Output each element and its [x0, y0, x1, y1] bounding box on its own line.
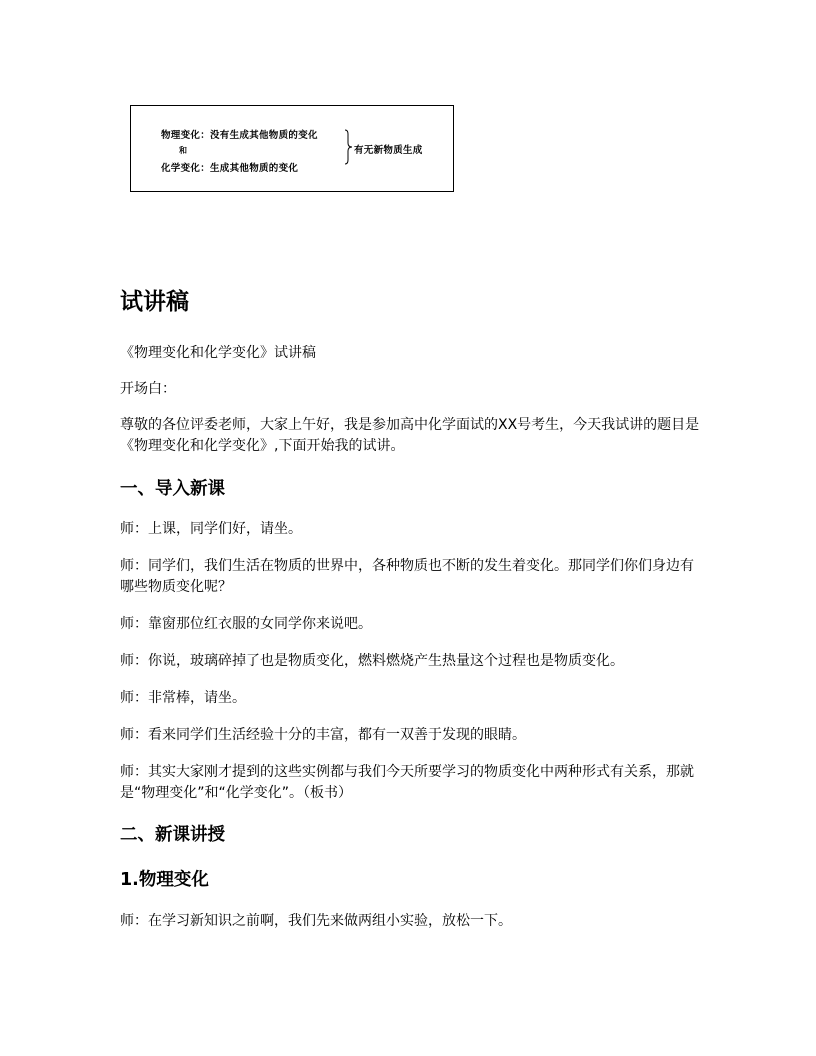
paragraph: 师：你说，玻璃碎掉了也是物质变化，燃料燃烧产生热量这个过程也是物质变化。 — [120, 653, 624, 669]
opening-text: 尊敬的各位评委老师，大家上午好，我是参加高中化学面试的XX号考生，今天我试讲的题目是《物理变化和化学变化》,下面开始我的试讲。 — [120, 417, 700, 454]
paragraph: 师：其实大家刚才提到的这些实例都与我们今天所要学习的物质变化中两种形式有关系，那就是“物理变化”和“化学变化”。（板书） — [120, 764, 694, 801]
paragraph: 师：靠窗那位红衣服的女同学你来说吧。 — [120, 616, 372, 632]
paragraph: 师：上课，同学们好，请坐。 — [120, 521, 302, 537]
blackboard-diagram — [130, 105, 454, 192]
opening-label: 开场白： — [120, 381, 176, 397]
paragraph: 师：同学们，我们生活在物质的世界中，各种物质也不断的发生着变化。那同学们你们身边有哪些物质变化呢？ — [120, 558, 694, 595]
right-brace-icon — [344, 129, 354, 165]
diagram-physical-change: 物理变化：没有生成其他物质的变化 — [161, 130, 318, 141]
paragraph: 师：看来同学们生活经验十分的丰富，都有一双善于发现的眼睛。 — [120, 727, 526, 743]
section-heading-new-lesson: 二、新课讲授 — [120, 825, 225, 845]
diagram-difference: 有无新物质生成 — [354, 145, 423, 156]
paragraph: 师：非常棒，请坐。 — [120, 690, 246, 706]
paragraph: 师：在学习新知识之前啊，我们先来做两组小实验，放松一下。 — [120, 913, 512, 929]
subtitle: 《物理变化和化学变化》试讲稿 — [120, 345, 316, 361]
diagram-chemical-change: 化学变化：生成其他物质的变化 — [161, 163, 299, 174]
section-heading-intro: 一、导入新课 — [120, 479, 225, 499]
subsection-heading-physical-change: 1.物理变化 — [120, 870, 209, 890]
diagram-and: 和 — [179, 145, 188, 155]
page-title: 试讲稿 — [120, 289, 189, 315]
